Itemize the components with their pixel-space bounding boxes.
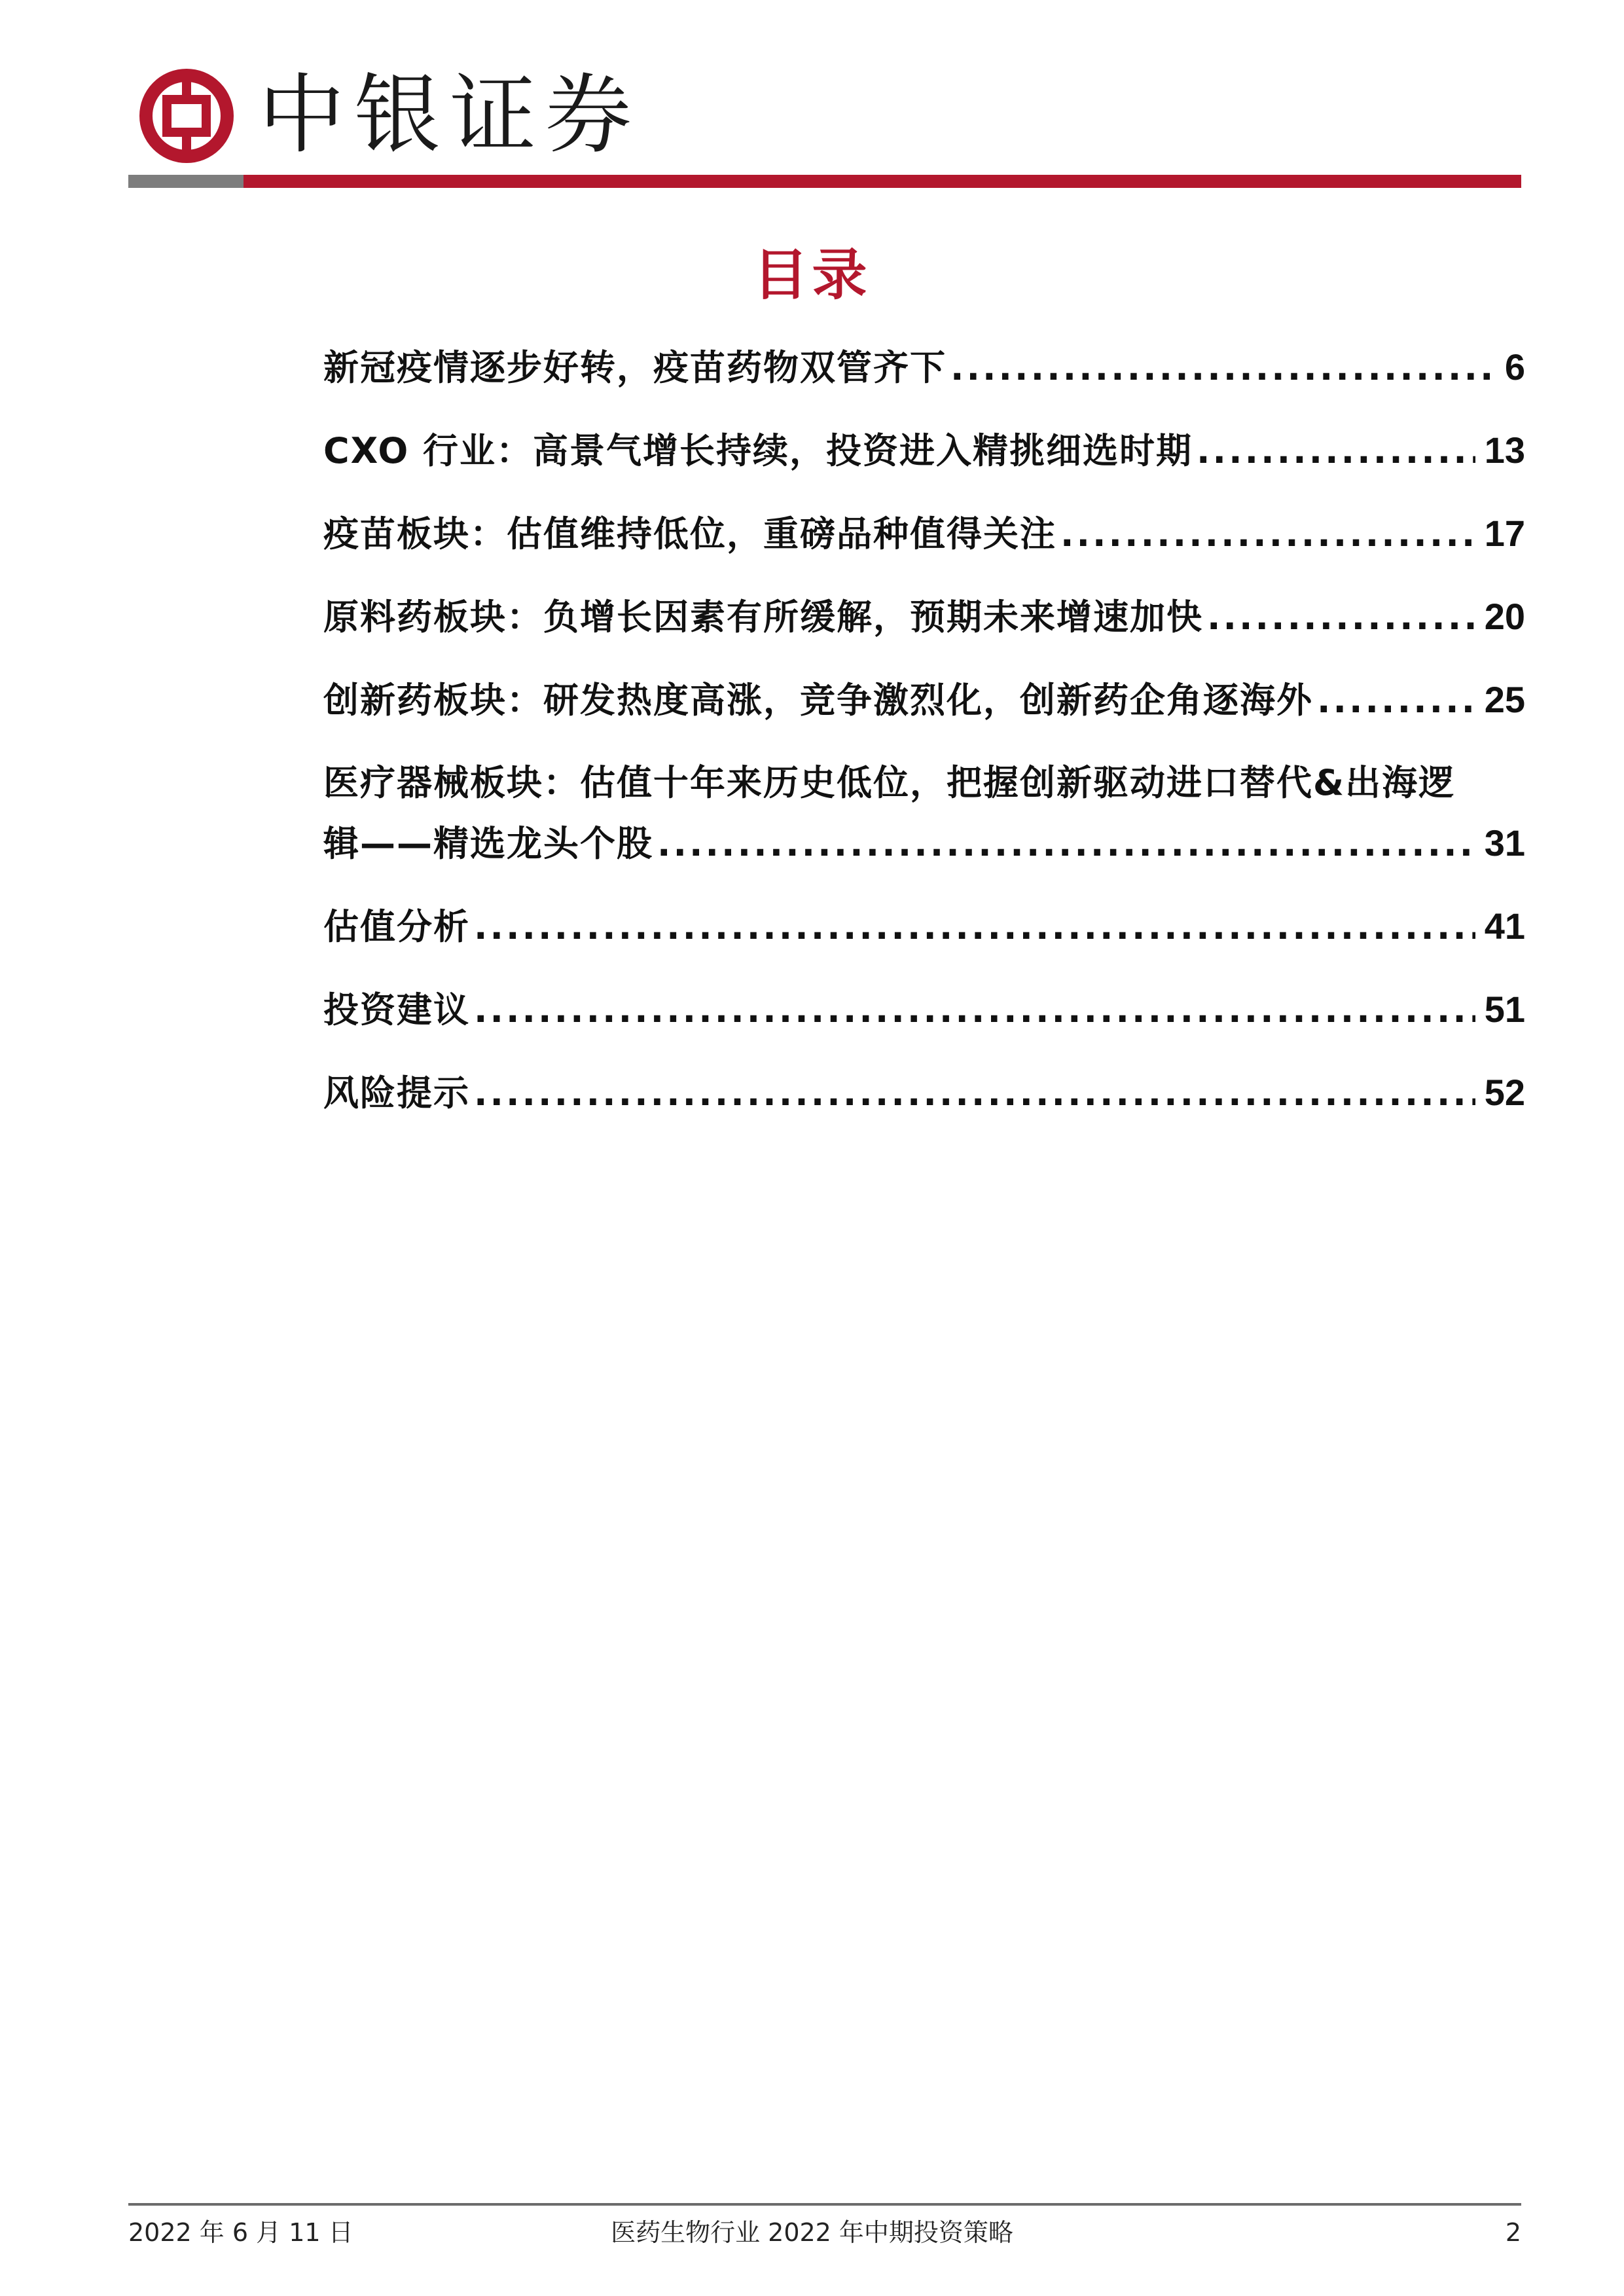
toc-dot-leader bbox=[474, 980, 1475, 1040]
toc-entry-page: 41 bbox=[1484, 905, 1525, 947]
toc-entry[interactable] bbox=[323, 896, 1525, 957]
toc-entry-page: 52 bbox=[1484, 1072, 1525, 1113]
bank-of-china-logo-icon bbox=[137, 67, 236, 165]
toc-dot-leader bbox=[657, 814, 1475, 874]
toc-entry[interactable] bbox=[323, 1063, 1525, 1123]
toc-entry[interactable] bbox=[323, 337, 1525, 397]
toc-entry[interactable] bbox=[323, 979, 1525, 1040]
toc-entry[interactable] bbox=[323, 587, 1525, 647]
footer-rule bbox=[128, 2203, 1521, 2206]
toc-entry-text: CXO 行业：高景气增长持续，投资进入精挑细选时期 bbox=[323, 430, 1193, 471]
toc-entry-text: 创新药板块：研发热度高涨，竞争激烈化，创新药企角逐海外 bbox=[323, 680, 1313, 721]
page-footer bbox=[0, 2213, 1624, 2252]
toc-dot-leader bbox=[474, 1063, 1475, 1123]
toc-entry-text: 新冠疫情逐步好转，疫苗药物双管齐下 bbox=[323, 347, 947, 388]
footer-page-number: 2 bbox=[1505, 2218, 1521, 2247]
toc-entry-page: 13 bbox=[1484, 429, 1525, 471]
brand-name: 中银证券 bbox=[259, 65, 641, 166]
toc-dot-leader bbox=[474, 897, 1475, 957]
toc-entry[interactable] bbox=[323, 503, 1525, 564]
toc-dot-leader bbox=[1207, 587, 1475, 647]
toc-entry-text-line1: 医疗器械板块：估值十年来历史低位，把握创新驱动进口替代&出海逻 bbox=[323, 762, 1456, 803]
toc-entry-page: 6 bbox=[1504, 346, 1525, 388]
toc-entry[interactable] bbox=[323, 670, 1525, 730]
toc-dot-leader bbox=[950, 338, 1496, 398]
toc-entry-page: 17 bbox=[1484, 513, 1525, 554]
toc-dot-leader bbox=[1317, 670, 1475, 731]
toc-entry-text: 投资建议 bbox=[323, 989, 470, 1030]
footer-report-title: 医药生物行业 2022 年中期投资策略 bbox=[611, 2218, 1013, 2247]
toc-entry-text: 原料药板块：负增长因素有所缓解，预期未来增速加快 bbox=[323, 596, 1203, 638]
toc-entry-page: 20 bbox=[1484, 596, 1525, 637]
toc-dot-leader bbox=[1060, 504, 1475, 564]
toc-entry-text: 风险提示 bbox=[323, 1072, 470, 1114]
footer-date: 2022 年 6 月 11 日 bbox=[128, 2218, 353, 2247]
toc-entry-text: 估值分析 bbox=[323, 906, 470, 947]
table-of-contents bbox=[323, 337, 1525, 1146]
toc-entry[interactable] bbox=[323, 753, 1525, 873]
toc-entry-page: 31 bbox=[1484, 822, 1525, 864]
header-rule-red bbox=[244, 175, 1521, 188]
toc-entry[interactable] bbox=[323, 420, 1525, 481]
toc-entry-text-line2: 辑——精选龙头个股 bbox=[323, 823, 653, 864]
toc-title: 目录 bbox=[753, 243, 871, 307]
header-rule-gray bbox=[128, 175, 244, 188]
toc-entry-page: 25 bbox=[1484, 679, 1525, 720]
toc-dot-leader bbox=[1197, 421, 1475, 481]
toc-entry-page: 51 bbox=[1484, 989, 1525, 1030]
toc-entry-text: 疫苗板块：估值维持低位，重磅品种值得关注 bbox=[323, 513, 1056, 555]
page-header bbox=[0, 0, 1624, 190]
